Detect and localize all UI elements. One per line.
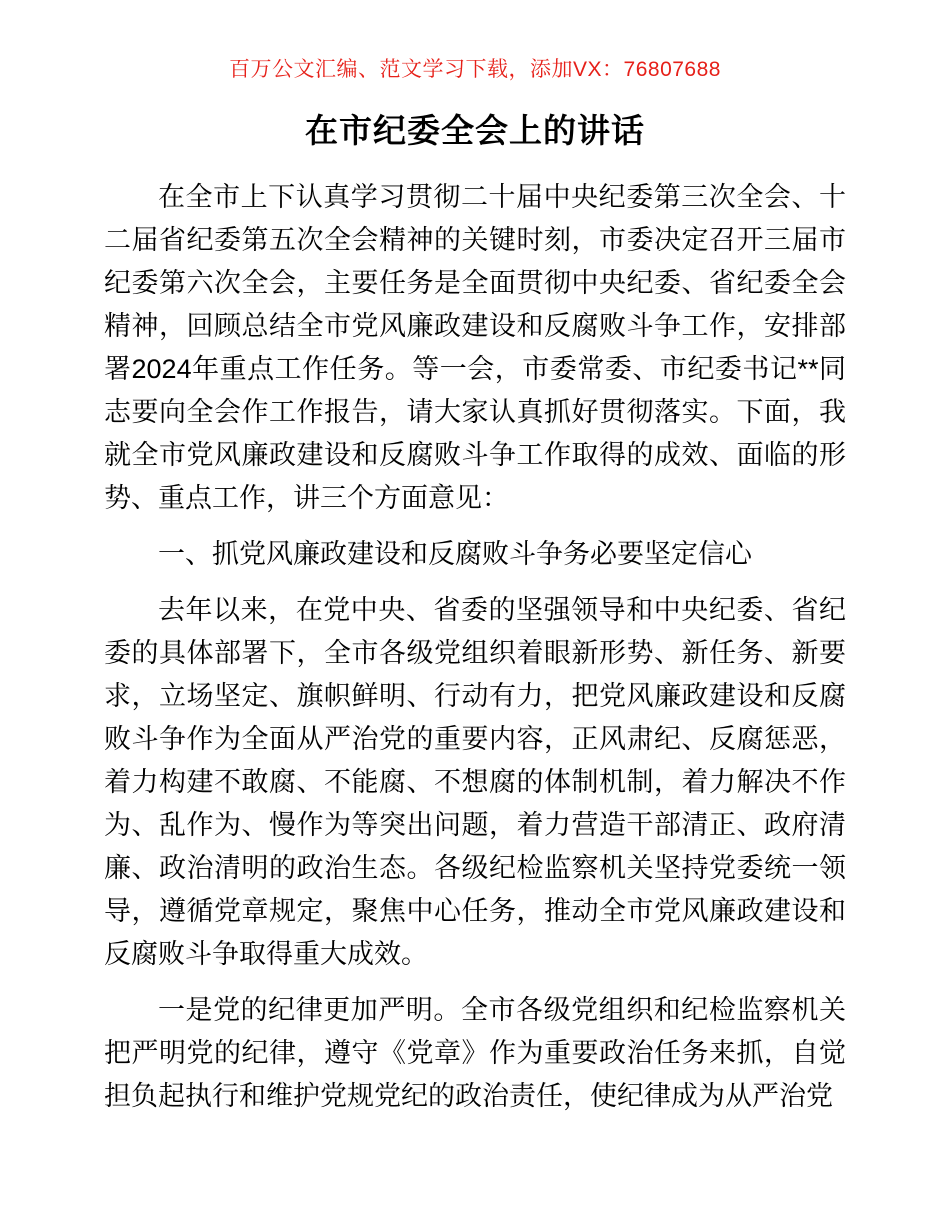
watermark-text: 百万公文汇编、范文学习下载，添加VX：76807688 (229, 58, 721, 81)
paragraph: 去年以来，在党中央、省委的坚强领导和中央纪委、省纪委的具体部署下，全市各级党组织着眼新形势、新任务、新要求，立场坚定、旗帜鲜明、行动有力，把党风廉政建设和反腐败斗争作为全面从严治党的重要内容，正风肃纪、反腐惩恶，着力构建不敢腐、不能腐、不想腐的体制机制，着力解决不作为、乱作为、慢作为等突出问题，着力营造干部清正、政府清廉、政治清明的政治生态。各级纪检监察机关坚持党委统一领导，遵循党章规定，聚焦中心任务，推动全市党风廉政建设和反腐败斗争取得重大成效。 (104, 595, 846, 969)
paragraph: 一是党的纪律更加严明。全市各级党组织和纪检监察机关把严明党的纪律，遵守《党章》作为重要政治任务来抓，自觉担负起执行和维护党规党纪的政治责任，使纪律成为从严治党 (104, 995, 846, 1111)
document-title: 在市纪委全会上的讲话 (305, 112, 645, 149)
paragraph: 在全市上下认真学习贯彻二十届中央纪委第三次全会、十二届省纪委第五次全会精神的关键时刻，市委决定召开三届市纪委第六次全会，主要任务是全面贯彻中央纪委、省纪委全会精神，回顾总结全市党风廉政建设和反腐败斗争工作，安排部署2024年重点工作任务。等一会，市委常委、市纪委书记**同志要向全会作工作报告，请大家认真抓好贯彻落实。下面，我就全市党风廉政建设和反腐败斗争工作取得的成效、面临的形势、重点工作，讲三个方面意见： (104, 182, 846, 513)
document-body (104, 176, 846, 1118)
section-heading: 一、抓党风廉政建设和反腐败斗争务必要坚定信心 (158, 539, 752, 569)
